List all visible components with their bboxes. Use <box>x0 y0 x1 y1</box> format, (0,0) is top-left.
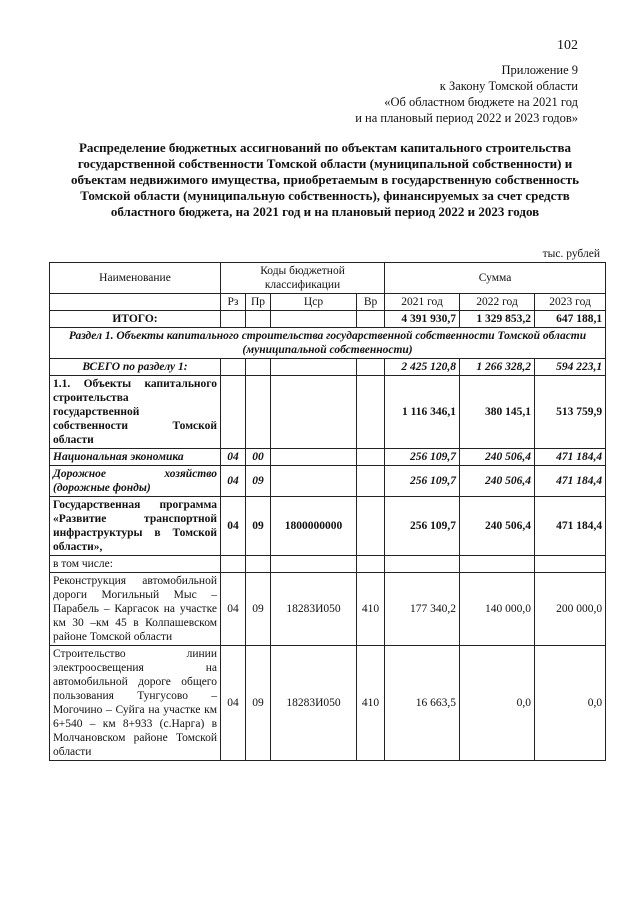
item-1-2021: 177 340,2 <box>385 573 460 646</box>
item-1-rz: 04 <box>221 573 246 646</box>
header-rz: Рз <box>221 294 246 311</box>
road-economy-row <box>50 466 606 497</box>
item-1-csr: 18283И050 <box>271 573 357 646</box>
road-economy-rz: 04 <box>221 466 246 497</box>
section-total-2023: 594 223,1 <box>535 359 606 376</box>
program-row <box>50 497 606 556</box>
road-economy-pr: 09 <box>246 466 271 497</box>
section-total-2021: 2 425 120,8 <box>385 359 460 376</box>
item-1-2022: 140 000,0 <box>460 573 535 646</box>
document-title: Распределение бюджетных ассигнований по объектам капитального строительства государственной собственности Томской области (муниципальной собственности) и объектам недвижимого имущества, приобретаемым в государственную собственность Томской области (муниципальную собственность), финансируемых за счет средств областного бюджета, на 2021 год и на плановый период 2022 и 2023 годов <box>70 140 580 219</box>
item-2-csr: 18283И050 <box>271 646 357 761</box>
total-label: ИТОГО: <box>50 311 221 328</box>
appendix-line-3: «Об областном бюджете на 2021 год <box>384 95 578 109</box>
header-row-1 <box>50 263 606 294</box>
section-1-title: Раздел 1. Объекты капитального строительства государственной собственности Томской области (муниципальной собственности) <box>50 328 606 359</box>
subsection-1-1-2023: 513 759,9 <box>535 376 606 449</box>
including-row <box>50 556 606 573</box>
header-sum: Сумма <box>385 263 606 294</box>
section-total-label: ВСЕГО по разделу 1: <box>50 359 221 376</box>
program-name: Государственная программа «Развитие транспортной инфраструктуры в Томской области», <box>50 497 221 556</box>
header-row-3 <box>50 294 606 311</box>
item-row <box>50 573 606 646</box>
national-economy-row <box>50 449 606 466</box>
item-2-2021: 16 663,5 <box>385 646 460 761</box>
subsection-1-1-2022: 380 145,1 <box>460 376 535 449</box>
appendix-line-2: к Закону Томской области <box>439 79 578 93</box>
national-economy-pr: 00 <box>246 449 271 466</box>
program-2023: 471 184,4 <box>535 497 606 556</box>
header-codes: Коды бюджетной классификации <box>221 263 385 294</box>
national-economy-name: Национальная экономика <box>50 449 221 466</box>
national-economy-rz: 04 <box>221 449 246 466</box>
header-csr: Цср <box>271 294 357 311</box>
item-1-vr: 410 <box>357 573 385 646</box>
section-total-row <box>50 359 606 376</box>
subsection-1-1-2021: 1 116 346,1 <box>385 376 460 449</box>
total-2023: 647 188,1 <box>535 311 606 328</box>
national-economy-2021: 256 109,7 <box>385 449 460 466</box>
item-2-pr: 09 <box>246 646 271 761</box>
appendix-line-4: и на плановый период 2022 и 2023 годов» <box>355 111 578 125</box>
road-economy-2022: 240 506,4 <box>460 466 535 497</box>
including-label: в том числе: <box>50 556 221 573</box>
appendix-line-1: Приложение 9 <box>501 63 578 77</box>
units-label: тыс. рублей <box>542 248 600 260</box>
header-pr: Пр <box>246 294 271 311</box>
item-1-2023: 200 000,0 <box>535 573 606 646</box>
program-2021: 256 109,7 <box>385 497 460 556</box>
item-2-rz: 04 <box>221 646 246 761</box>
header-name: Наименование <box>50 263 221 294</box>
national-economy-2022: 240 506,4 <box>460 449 535 466</box>
header-empty <box>50 294 221 311</box>
section-total-2022: 1 266 328,2 <box>460 359 535 376</box>
header-2022: 2022 год <box>460 294 535 311</box>
item-1-name: Реконструкция автомобильной дороги Могильный Мыс – Парабель – Каргасок на участке км 30 –км 45 в Колпашевском районе Томской области <box>50 573 221 646</box>
program-pr: 09 <box>246 497 271 556</box>
header-2023: 2023 год <box>535 294 606 311</box>
appendix-header <box>355 62 578 126</box>
item-row <box>50 646 606 761</box>
header-vr: Вр <box>357 294 385 311</box>
item-2-vr: 410 <box>357 646 385 761</box>
item-2-2022: 0,0 <box>460 646 535 761</box>
subsection-1-1-name: 1.1. Объекты капитального строительства государственной собственности Томской области <box>50 376 221 449</box>
total-2021: 4 391 930,7 <box>385 311 460 328</box>
road-economy-2023: 471 184,4 <box>535 466 606 497</box>
item-2-name: Строительство линии электроосвещения на автомобильной дороге общего пользования Тунгусово – Могочино – Суйга на участке км 6+540 – км 8+933 (с.Нарга) в Молчановском районе Томской области <box>50 646 221 761</box>
road-economy-name: Дорожное хозяйство (дорожные фонды) <box>50 466 221 497</box>
page-number: 102 <box>557 38 578 53</box>
program-rz: 04 <box>221 497 246 556</box>
header-2021: 2021 год <box>385 294 460 311</box>
total-2022: 1 329 853,2 <box>460 311 535 328</box>
national-economy-2023: 471 184,4 <box>535 449 606 466</box>
total-row <box>50 311 606 328</box>
budget-table <box>49 262 606 761</box>
subsection-1-1-row <box>50 376 606 449</box>
road-economy-2021: 256 109,7 <box>385 466 460 497</box>
section-1-row <box>50 328 606 359</box>
program-csr: 1800000000 <box>271 497 357 556</box>
program-2022: 240 506,4 <box>460 497 535 556</box>
item-1-pr: 09 <box>246 573 271 646</box>
item-2-2023: 0,0 <box>535 646 606 761</box>
